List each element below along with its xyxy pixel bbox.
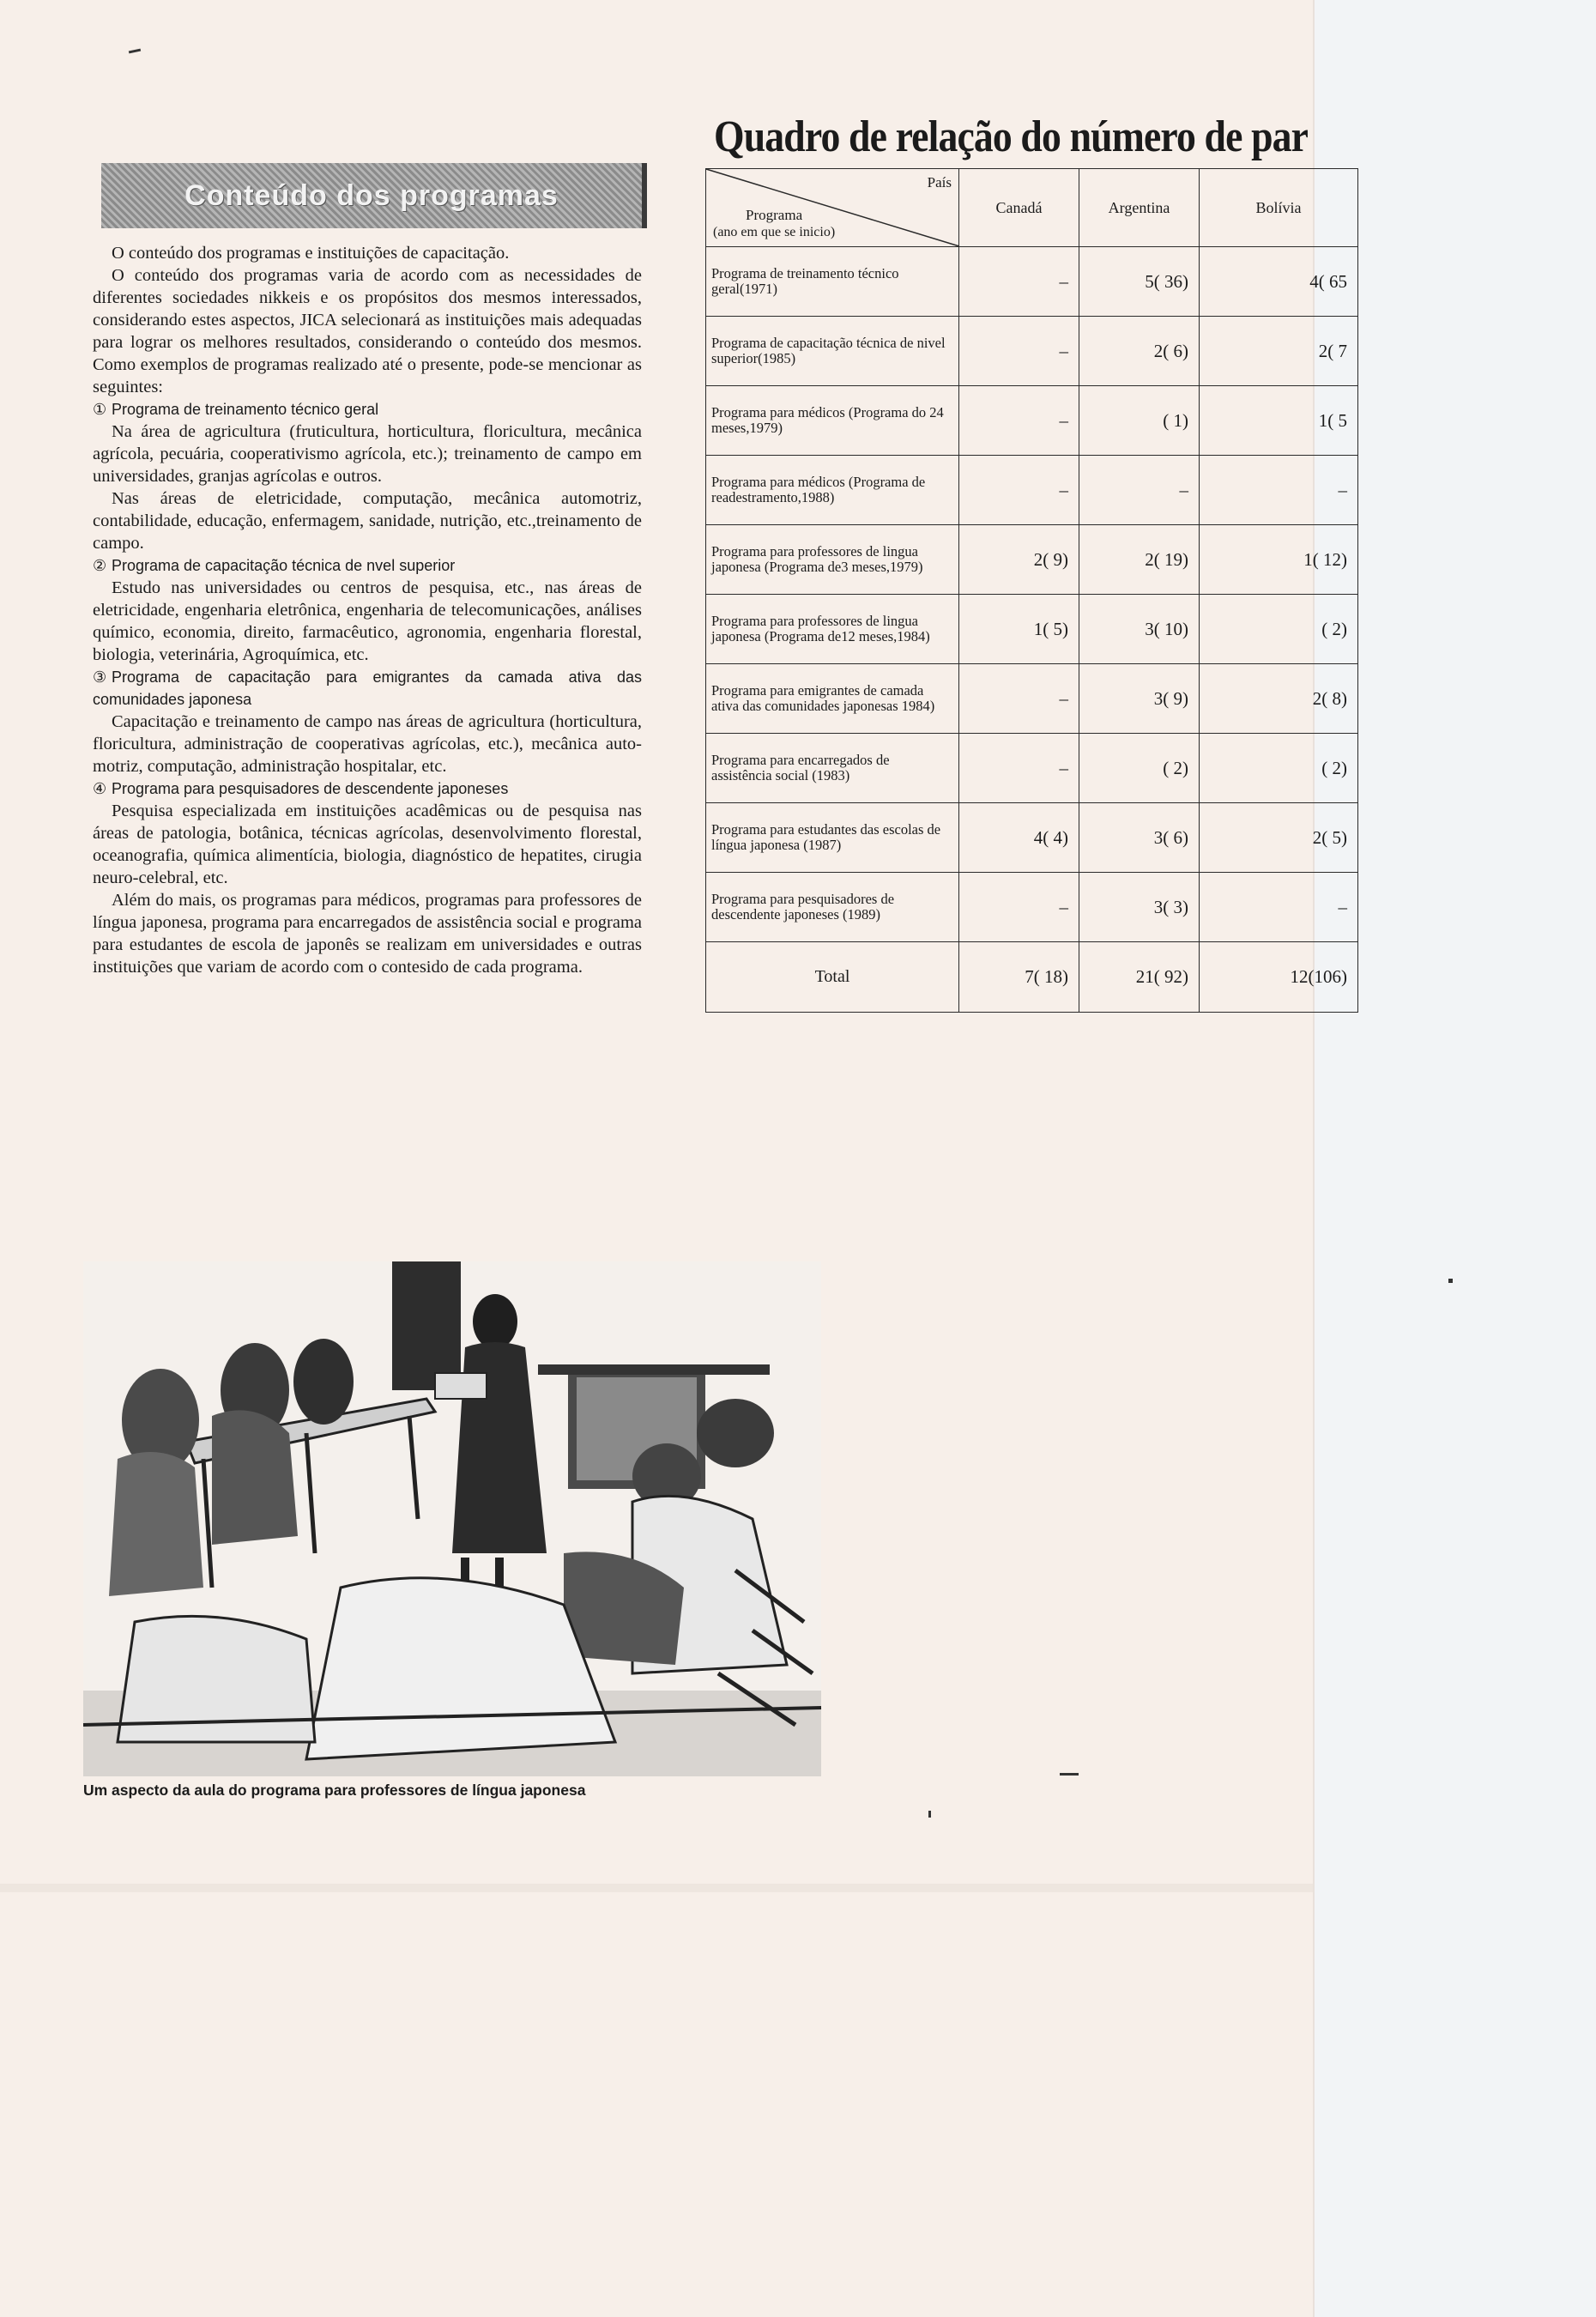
program-cell: Programa para pesquisadores de descendente japoneses (1989) bbox=[706, 873, 959, 942]
table-row bbox=[706, 247, 1358, 317]
program-paragraph: Além do mais, os programas para médicos, programas para professores de língua japonesa, programa para encarregados de assistência social e programa para estudantes de escola de japonês se realizam em universidades e outras instituições que variam de acordo com o contesido de cada programa. bbox=[93, 891, 642, 977]
section-heading: Conteúdo dos programas bbox=[184, 178, 559, 212]
program-paragraph: Estudo nas universidades ou centros de pesquisa, etc., nas áreas de eletricidade, engenharia eletrônica, engenharia de telecomunicações, análises químico, economia, direito, farmacêutico, agronomia, engenharia florestal, biologia, veterinária, Agroquímica, etc. bbox=[93, 578, 642, 664]
value-cell: 5( 36) bbox=[1079, 247, 1200, 317]
program-cell: Programa para emigrantes de camada ativa das comunidades japonesas 1984) bbox=[706, 664, 959, 734]
value-cell: ( 2) bbox=[1200, 734, 1358, 803]
value-cell: 3( 3) bbox=[1079, 873, 1200, 942]
column-header: Argentina bbox=[1079, 169, 1200, 247]
value-cell: 2( 6) bbox=[1079, 317, 1200, 386]
value-cell: 1( 5) bbox=[959, 595, 1079, 664]
program-paragraph: Pesquisa especializada em instituições acadêmicas ou de pesquisa nas áreas de patologia, botânica, técnicas agrícolas, desenvolvimento florestal, oceanografia, química alimentícia, biologia, diagnóstico de hepatites, cirugia neuro-celebral, etc. bbox=[93, 802, 642, 887]
program-subheading: ① Programa de treinamento técnico geral bbox=[93, 401, 379, 418]
program-cell: Programa para professores de lingua japonesa (Programa de3 meses,1979) bbox=[706, 525, 959, 595]
scan-speck bbox=[928, 1811, 931, 1818]
value-cell: 2( 9) bbox=[959, 525, 1079, 595]
value-cell: ( 2) bbox=[1079, 734, 1200, 803]
program-paragraph: Capacitação e treinamento de campo nas áreas de agricultura (horticultura, floricultura, administração de cooperativas agrícolas, etc.), mecânica auto-motriz, computação, administração hospitalar, etc. bbox=[93, 712, 642, 776]
value-cell: 4( 4) bbox=[959, 803, 1079, 873]
value-cell: 3( 10) bbox=[1079, 595, 1200, 664]
table-total-row bbox=[706, 942, 1358, 1013]
program-subheading: ② Programa de capacitação técnica de nvel superior bbox=[93, 557, 456, 574]
value-cell: – bbox=[959, 317, 1079, 386]
total-value-cell: 21( 92) bbox=[1079, 942, 1200, 1013]
value-cell: 2( 8) bbox=[1200, 664, 1358, 734]
value-cell: – bbox=[959, 386, 1079, 456]
value-cell: 2( 19) bbox=[1079, 525, 1200, 595]
corner-country-label: País bbox=[927, 174, 952, 191]
value-cell: 3( 9) bbox=[1079, 664, 1200, 734]
total-label-cell: Total bbox=[706, 942, 959, 1013]
program-cell: Programa para médicos (Programa de readestramento,1988) bbox=[706, 456, 959, 525]
table-row bbox=[706, 386, 1358, 456]
table-row bbox=[706, 525, 1358, 595]
program-paragraph: Nas áreas de eletricidade, computação, mecânica automotriz, contabilidade, educação, enfermagem, sanidade, nutrição, etc.,treinamento de campo. bbox=[93, 489, 642, 553]
value-cell: ( 2) bbox=[1200, 595, 1358, 664]
value-cell: 1( 12) bbox=[1200, 525, 1358, 595]
participants-table-wrapper bbox=[705, 168, 1347, 1018]
classroom-photo bbox=[83, 1261, 821, 1776]
value-cell: – bbox=[1079, 456, 1200, 525]
table-row bbox=[706, 456, 1358, 525]
table-corner-cell bbox=[706, 169, 959, 247]
photo-caption: Um aspecto da aula do programa para professores de língua japonesa bbox=[83, 1782, 586, 1799]
table-row bbox=[706, 873, 1358, 942]
value-cell: 2( 7 bbox=[1200, 317, 1358, 386]
corner-program-label: Programa (ano em que se inicio) bbox=[713, 207, 836, 239]
intro-paragraph: O conteúdo dos programas varia de acordo com as necessidades de diferentes sociedades nikkeis e os propósitos dos mesmos interessados, considerando estes aspectos, JICA selecionará as instituições mais adequadas para lograr os melhores resultados, considerando o conteúdo dos mesmos. Como exemplos de programas realizado até o presente, pode-se mencionar as seguintes: bbox=[93, 266, 642, 396]
program-cell: Programa para médicos (Programa do 24 meses,1979) bbox=[706, 386, 959, 456]
program-paragraph: Na área de agricultura (fruticultura, horticultura, floricultura, mecânica agrícola, pecuária, cooperativismo agrícola, etc.); treinamento de campo em universidades, granjas agrícolas e outros. bbox=[93, 422, 642, 486]
scan-speck bbox=[1448, 1279, 1453, 1283]
table-row bbox=[706, 664, 1358, 734]
program-cell: Programa para encarregados de assistência social (1983) bbox=[706, 734, 959, 803]
table-row bbox=[706, 317, 1358, 386]
table-header-row bbox=[706, 169, 1358, 247]
programs-text-column bbox=[93, 242, 642, 978]
table-row bbox=[706, 595, 1358, 664]
column-header: Bolívia bbox=[1200, 169, 1358, 247]
value-cell: – bbox=[1200, 456, 1358, 525]
value-cell: ( 1) bbox=[1079, 386, 1200, 456]
program-cell: Programa para estudantes das escolas de língua japonesa (1987) bbox=[706, 803, 959, 873]
page-edge-shadow bbox=[0, 1884, 1313, 1892]
value-cell: 2( 5) bbox=[1200, 803, 1358, 873]
program-cell: Programa de treinamento técnico geral(1971) bbox=[706, 247, 959, 317]
program-subheading: ③ Programa de capacitação para emigrantes da camada ativa das comunidades japonesa bbox=[93, 668, 642, 708]
value-cell: 3( 6) bbox=[1079, 803, 1200, 873]
total-value-cell: 12(106) bbox=[1200, 942, 1358, 1013]
table-row bbox=[706, 803, 1358, 873]
value-cell: – bbox=[959, 456, 1079, 525]
value-cell: – bbox=[959, 664, 1079, 734]
intro-paragraph: O conteúdo dos programas e instituições de capacitação. bbox=[112, 244, 510, 263]
section-heading-band bbox=[101, 163, 647, 228]
value-cell: – bbox=[959, 247, 1079, 317]
program-subheading: ④ Programa para pesquisadores de descendente japoneses bbox=[93, 780, 509, 797]
value-cell: 4( 65 bbox=[1200, 247, 1358, 317]
value-cell: – bbox=[1200, 873, 1358, 942]
table-row bbox=[706, 734, 1358, 803]
column-header: Canadá bbox=[959, 169, 1079, 247]
scan-speck bbox=[1060, 1773, 1079, 1776]
value-cell: 1( 5 bbox=[1200, 386, 1358, 456]
value-cell: – bbox=[959, 873, 1079, 942]
participants-table bbox=[705, 168, 1358, 1013]
program-cell: Programa de capacitação técnica de nivel superior(1985) bbox=[706, 317, 959, 386]
value-cell: – bbox=[959, 734, 1079, 803]
scan-speck bbox=[129, 49, 141, 54]
program-cell: Programa para professores de lingua japonesa (Programa de12 meses,1984) bbox=[706, 595, 959, 664]
total-value-cell: 7( 18) bbox=[959, 942, 1079, 1013]
table-title: Quadro de relação do número de par bbox=[714, 112, 1309, 161]
